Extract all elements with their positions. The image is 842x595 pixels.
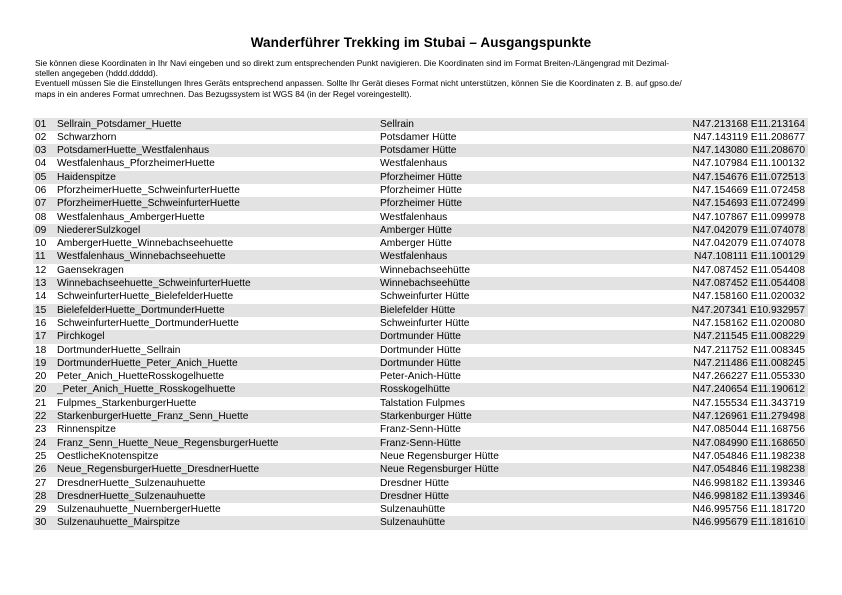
waypoint-name: Fulpmes_StarkenburgerHuette <box>57 397 380 410</box>
row-number: 18 <box>33 344 57 357</box>
coordinates: N47.158162 E11.020080 <box>670 317 808 330</box>
table-row <box>33 463 808 476</box>
table-row <box>33 490 808 503</box>
hut-name: Bielefelder Hütte <box>380 304 670 317</box>
hut-name: Sulzenauhütte <box>380 503 670 516</box>
hut-name: Schweinfurter Hütte <box>380 290 670 303</box>
row-number: 20 <box>33 383 57 396</box>
hut-name: Westfalenhaus <box>380 157 670 170</box>
table-row <box>33 397 808 410</box>
coordinates: N47.207341 E10.932957 <box>670 304 808 317</box>
coordinates: N47.042079 E11.074078 <box>670 224 808 237</box>
row-number: 23 <box>33 423 57 436</box>
row-number: 29 <box>33 503 57 516</box>
intro-line: maps in ein anderes Format umrechnen. Das Bezugssystem ist WGS 84 (in der Regel voreingestellt). <box>35 88 412 99</box>
row-number: 20 <box>33 370 57 383</box>
table-row <box>33 410 808 423</box>
row-number: 24 <box>33 437 57 450</box>
coordinates: N47.126961 E11.279498 <box>670 410 808 423</box>
hut-name: Starkenburger Hütte <box>380 410 670 423</box>
coordinates-table-body <box>33 118 808 530</box>
intro-line: Sie können diese Koordinaten in Ihr Navi eingeben und so direkt zum entsprechenden Punkt navigieren. Die Koordinaten sind im Format Breiten-/Längengrad mit Dezimal- <box>35 58 670 68</box>
waypoint-name: OestlicheKnotenspitze <box>57 450 380 463</box>
waypoint-name: Winnebachseehuette_SchweinfurterHuette <box>57 277 380 290</box>
table-row <box>33 277 808 290</box>
row-number: 25 <box>33 450 57 463</box>
table-row <box>33 450 808 463</box>
table-row <box>33 383 808 396</box>
hut-name: Amberger Hütte <box>380 237 670 250</box>
waypoint-name: Westfalenhaus_Winnebachseehuette <box>57 250 380 263</box>
waypoint-name: PforzheimerHuette_SchweinfurterHuette <box>57 197 380 210</box>
coordinates: N47.054846 E11.198238 <box>670 450 808 463</box>
hut-name: Peter-Anich-Hütte <box>380 370 670 383</box>
row-number: 04 <box>33 157 57 170</box>
coordinates: N47.084990 E11.168650 <box>670 437 808 450</box>
table-row <box>33 118 808 131</box>
table-row <box>33 211 808 224</box>
table-row <box>33 144 808 157</box>
row-number: 11 <box>33 250 57 263</box>
hut-name: Pforzheimer Hütte <box>380 184 670 197</box>
coordinates: N47.155534 E11.343719 <box>670 397 808 410</box>
coordinates: N46.998182 E11.139346 <box>670 490 808 503</box>
waypoint-name: PotsdamerHuette_Westfalenhaus <box>57 144 380 157</box>
coordinates: N47.240654 E11.190612 <box>670 383 808 396</box>
coordinates: N47.054846 E11.198238 <box>670 463 808 476</box>
hut-name: Sulzenauhütte <box>380 516 670 529</box>
waypoint-name: Schwarzhorn <box>57 131 380 144</box>
hut-name: Dortmunder Hütte <box>380 344 670 357</box>
coordinates: N47.154676 E11.072513 <box>670 171 808 184</box>
coordinates: N47.108111 E11.100129 <box>670 250 808 263</box>
table-row <box>33 357 808 370</box>
row-number: 03 <box>33 144 57 157</box>
waypoint-name: Sulzenauhuette_NuernbergerHuette <box>57 503 380 516</box>
hut-name: Sellrain <box>380 118 670 131</box>
table-row <box>33 370 808 383</box>
coordinates: N47.087452 E11.054408 <box>670 277 808 290</box>
hut-name: Schweinfurter Hütte <box>380 317 670 330</box>
coordinates: N47.211545 E11.008229 <box>670 330 808 343</box>
hut-name: Dortmunder Hütte <box>380 330 670 343</box>
table-row <box>33 171 808 184</box>
row-number: 14 <box>33 290 57 303</box>
waypoint-name: DortmunderHuette_Peter_Anich_Huette <box>57 357 380 370</box>
row-number: 02 <box>33 131 57 144</box>
coordinates: N47.107867 E11.099978 <box>670 211 808 224</box>
coordinates: N47.042079 E11.074078 <box>670 237 808 250</box>
hut-name: Talstation Fulpmes <box>380 397 670 410</box>
waypoint-name: NiedererSulzkogel <box>57 224 380 237</box>
row-number: 08 <box>33 211 57 224</box>
hut-name: Potsdamer Hütte <box>380 131 670 144</box>
row-number: 26 <box>33 463 57 476</box>
row-number: 19 <box>33 357 57 370</box>
table-row <box>33 330 808 343</box>
row-number: 10 <box>33 237 57 250</box>
hut-name: Winnebachseehütte <box>380 277 670 290</box>
coordinates: N47.211752 E11.008345 <box>670 344 808 357</box>
intro-line: stellen angegeben (hddd.ddddd). <box>35 68 158 79</box>
coordinates: N47.087452 E11.054408 <box>670 264 808 277</box>
waypoint-name: BielefelderHuette_DortmunderHuette <box>57 304 380 317</box>
table-row <box>33 477 808 490</box>
row-number: 12 <box>33 264 57 277</box>
row-number: 27 <box>33 477 57 490</box>
row-number: 06 <box>33 184 57 197</box>
waypoint-name: Peter_Anich_HuetteRosskogelhuette <box>57 370 380 383</box>
coordinates: N47.213168 E11.213164 <box>670 118 808 131</box>
coordinates: N47.211486 E11.008245 <box>670 357 808 370</box>
intro-text <box>35 58 810 99</box>
row-number: 30 <box>33 516 57 529</box>
waypoint-name: DortmunderHuette_Sellrain <box>57 344 380 357</box>
intro-line: Eventuell müssen Sie die Einstellungen Ihres Geräts entsprechend anpassen. Sollte Ihr Gerät dieses Format nicht unterstützen, können Sie die Koordinaten z. B. auf gpso.de/ <box>35 78 682 89</box>
hut-name: Franz-Senn-Hütte <box>380 437 670 450</box>
table-row <box>33 131 808 144</box>
coordinates: N47.154693 E11.072499 <box>670 197 808 210</box>
waypoint-name: SchweinfurterHuette_BielefelderHuette <box>57 290 380 303</box>
coordinates: N47.085044 E11.168756 <box>670 423 808 436</box>
waypoint-name: Pirchkogel <box>57 330 380 343</box>
waypoint-name: Sulzenauhuette_Mairspitze <box>57 516 380 529</box>
table-row <box>33 503 808 516</box>
row-number: 15 <box>33 304 57 317</box>
table-row <box>33 516 808 529</box>
coordinates: N47.266227 E11.055330 <box>670 370 808 383</box>
coordinates: N46.995679 E11.181610 <box>670 516 808 529</box>
coordinates-table <box>33 118 808 530</box>
row-number: 22 <box>33 410 57 423</box>
hut-name: Westfalenhaus <box>380 250 670 263</box>
table-row <box>33 184 808 197</box>
table-row <box>33 224 808 237</box>
waypoint-name: PforzheimerHuette_SchweinfurterHuette <box>57 184 380 197</box>
row-number: 21 <box>33 397 57 410</box>
hut-name: Pforzheimer Hütte <box>380 171 670 184</box>
row-number: 13 <box>33 277 57 290</box>
waypoint-name: Neue_RegensburgerHuette_DresdnerHuette <box>57 463 380 476</box>
waypoint-name: Westfalenhaus_AmbergerHuette <box>57 211 380 224</box>
hut-name: Rosskogelhütte <box>380 383 670 396</box>
row-number: 01 <box>33 118 57 131</box>
table-row <box>33 264 808 277</box>
waypoint-name: Haidenspitze <box>57 171 380 184</box>
waypoint-name: DresdnerHuette_Sulzenauhuette <box>57 477 380 490</box>
coordinates: N47.143119 E11.208677 <box>670 131 808 144</box>
row-number: 28 <box>33 490 57 503</box>
table-row <box>33 437 808 450</box>
hut-name: Pforzheimer Hütte <box>380 197 670 210</box>
coordinates: N46.995756 E11.181720 <box>670 503 808 516</box>
row-number: 05 <box>33 171 57 184</box>
waypoint-name: Sellrain_Potsdamer_Huette <box>57 118 380 131</box>
waypoint-name: _Peter_Anich_Huette_Rosskogelhuette <box>57 383 380 396</box>
coordinates: N47.143080 E11.208670 <box>670 144 808 157</box>
table-row <box>33 344 808 357</box>
table-row <box>33 250 808 263</box>
hut-name: Neue Regensburger Hütte <box>380 450 670 463</box>
waypoint-name: StarkenburgerHuette_Franz_Senn_Huette <box>57 410 380 423</box>
waypoint-name: Rinnenspitze <box>57 423 380 436</box>
hut-name: Winnebachseehütte <box>380 264 670 277</box>
waypoint-name: DresdnerHuette_Sulzenauhuette <box>57 490 380 503</box>
hut-name: Franz-Senn-Hütte <box>380 423 670 436</box>
table-row <box>33 423 808 436</box>
waypoint-name: SchweinfurterHuette_DortmunderHuette <box>57 317 380 330</box>
coordinates: N46.998182 E11.139346 <box>670 477 808 490</box>
table-row <box>33 157 808 170</box>
table-row <box>33 317 808 330</box>
page-title: Wanderführer Trekking im Stubai – Ausgangspunkte <box>250 35 592 50</box>
table-row <box>33 290 808 303</box>
row-number: 16 <box>33 317 57 330</box>
waypoint-name: AmbergerHuette_Winnebachseehuette <box>57 237 380 250</box>
hut-name: Potsdamer Hütte <box>380 144 670 157</box>
hut-name: Dresdner Hütte <box>380 490 670 503</box>
coordinates: N47.154669 E11.072458 <box>670 184 808 197</box>
row-number: 09 <box>33 224 57 237</box>
table-row <box>33 304 808 317</box>
hut-name: Dortmunder Hütte <box>380 357 670 370</box>
waypoint-name: Gaensekragen <box>57 264 380 277</box>
row-number: 17 <box>33 330 57 343</box>
waypoint-name: Franz_Senn_Huette_Neue_RegensburgerHuette <box>57 437 380 450</box>
waypoint-name: Westfalenhaus_PforzheimerHuette <box>57 157 380 170</box>
coordinates: N47.158160 E11.020032 <box>670 290 808 303</box>
coordinates: N47.107984 E11.100132 <box>670 157 808 170</box>
table-row <box>33 237 808 250</box>
hut-name: Amberger Hütte <box>380 224 670 237</box>
hut-name: Neue Regensburger Hütte <box>380 463 670 476</box>
table-row <box>33 197 808 210</box>
hut-name: Dresdner Hütte <box>380 477 670 490</box>
row-number: 07 <box>33 197 57 210</box>
hut-name: Westfalenhaus <box>380 211 670 224</box>
